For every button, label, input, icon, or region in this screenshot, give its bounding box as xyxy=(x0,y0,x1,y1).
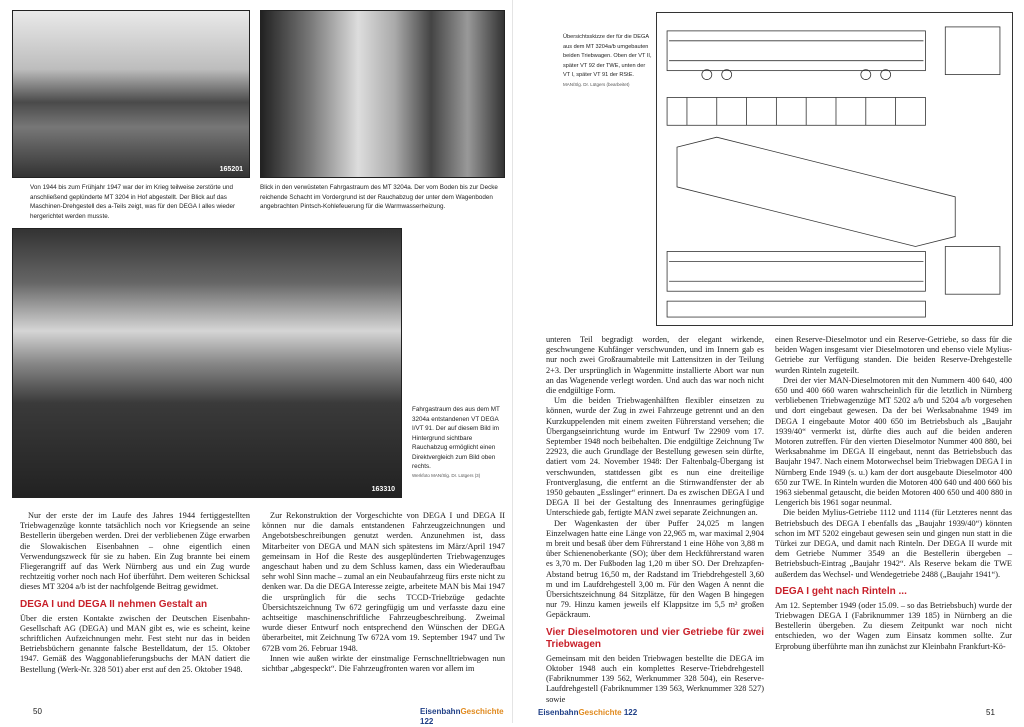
paragraph: Nur der erste der im Laufe des Jahres 1944 fertiggestellten Triebwagenzüge konnte tatsächlich noch vor Kriegsende an seine Bestellerin übergeben werden. Drei der verbliebenen Züge erwarben die Slowakischen Eisenbahnen – ohne eigentlich einen Verwendungszweck für sie zu haben. Ein Zug brannte bei einem Fliegerangriff auf das Werk Nürnberg aus und ein Zug wurde rechtzeitig vorher noch nach Hof überführt. Dem weiteren Schicksal dieses MT 3204 a/b ist der nachfolgende Beitrag gewidmet. xyxy=(20,511,250,592)
paragraph: einen Reserve-Dieselmotor und ein Reserve-Getriebe, so dass für die beiden Wagen insgesamt vier Dieselmotoren und ebenso viele Mylius-Getriebe zur Verfügung standen. Die beiden Reserve-Drehgestelle wurden Rinteln zugeteilt. xyxy=(775,335,1012,375)
caption-photo3 xyxy=(412,405,507,480)
wheel xyxy=(722,70,732,80)
caption-photo1: Von 1944 bis zum Frühjahr 1947 war der im Krieg teilweise zerstörte und anschließend geplünderte MT 3204 in Hof abgestellt. Der Blick auf das Maschinen-Drehgestell des a-Teils zeigt, was für den DEGA I alles wieder hergerichtet werden musste. xyxy=(30,184,236,220)
paragraph: Innen wie außen wirkte der einstmalige Fernschnelltriebwagen nun sichtbar „abgespeckt“. Die Fahrzeugfronten waren vor allem im xyxy=(262,653,505,674)
paragraph: Der Wagenkasten der über Puffer 24,025 m langen Einzelwagen hatte eine Länge von 22,965 m, war maximal 2,904 m breit und besaß über dem Führerstand 1 eine Höhe von 3,88 m über Schienenoberkante (SO); über dem Heckführerstand waren es 3,70 m. Der Fußboden lag 1,20 m über SO. Der Drehzapfen-Abstand betrug 16,50 m, der Radstand im Triebdrehgestell 3,60 m und im Laufdrehgestell 3,00 m. Für den Wagen A nennt die Übersichtszeichnung 84 Sitzplätze, für den Wagen B hingegen nur 79. Hinzu kamen jeweils elf Klappsitze im 5,5 m² großen Gepäckraum. xyxy=(546,518,764,620)
text-column-2 xyxy=(262,511,505,674)
wheel xyxy=(881,70,891,80)
railcar-perspective-view xyxy=(677,137,955,246)
photo-passenger-compartment xyxy=(12,228,402,498)
issue-number: 122 xyxy=(420,717,434,726)
photo-number: 163310 xyxy=(371,486,395,493)
magazine-brand xyxy=(420,707,512,727)
page-number: 50 xyxy=(33,707,42,716)
photo-credit: Werkfoto MAN/Slg. Dr. Lütgers (3) xyxy=(412,472,481,478)
paragraph: Zur Rekonstruktion der Vorgeschichte von DEGA I und DEGA II können nur die damals entstandenen Fahrzeugzeichnungen und Angebotsbeschreibungen genutzt werden. Anzunehmen ist, dass Mitarbeiter von DEGA und MAN sich spätestens im März/April 1947 gemeinsam in Hof die Reste des ausgeplünderten Triebwagenzuges angeschaut haben und zu dem Schluss kamen, dass ein Wiederaufbau sehr wohl Sinn mache – zumal an ein Neubaufahrzeug fürs erste nicht zu denken war. Da die DEGA Interesse zeigte, arbeitete MAN bis Mai 1947 die ursprünglich für die sechs TCCD-Triebzüge gedachte Übersichtszeichnung Tw 672 geringfügig um und verfasste dazu eine achtseitige maschinenschriftliche Fahrzeugbeschreibung. Zweimal wurde dieser Entwurf noch entsprechend den Wünschen der DEGA überarbeitet, mit Zeichnung Tw 672A vom 19. September 1947 und Tw 672B vom 26. Februar 1948. xyxy=(262,511,505,653)
railcar-plan-view xyxy=(667,97,925,125)
paragraph: Drei der vier MAN-Dieselmotoren mit den Nummern 400 640, 400 650 und 400 660 waren wahrscheinlich für die letztlich in Nürnberg verbliebenen Triebwagenzüge MT 5202 a/b und 5204 a/b vorgesehen und dort eingebaut gewesen. Da der bei Werksabnahme 1949 im DEGA I eingebaute Motor 400 650 im Betriebsbuch als „Baujahr 1939/40“ vermerkt ist, dürfte dies auch auf die beiden anderen Motoren zutreffen. Für den vierten Dieselmotor Nummer 400 880, bei Werksabnahme im DEGA II eingebaut, nennt das Betriebsbuch das Baujahr 1947. Nach einem Motorwechsel beim Triebwagen DEGA I in Nürnberg Ende 1949 (s. u.) kam der dort ausgebaute Dieselmotor 400 650 zur TWE. In Rinteln wurden die Motoren 400 640 und 400 660 bis 1963 siebenmal getauscht, die beiden Motoren 400 650 und 400 880 in Lengerich bis 1961 sogar neunmal. xyxy=(775,375,1012,508)
caption-photo2: Blick in den verwüsteten Fahrgastraum des MT 3204a. Der vom Boden bis zur Decke reichende Schacht im Vordergrund ist der Rauchabzug der unter dem Wagenboden angebrachten Pintsch-Kohlefeuerung für die Warmwasserheizung. xyxy=(260,184,498,210)
railcar-plan-view-bottom xyxy=(667,301,925,317)
brand-part: Eisenbahn xyxy=(420,707,461,716)
magazine-brand xyxy=(538,708,637,718)
paragraph: Die beiden Mylius-Getriebe 1112 und 1114 (für Letzteres nennt das Betriebsbuch des DEGA I ebenfalls das „Baujahr 1939/40“) könnten schon im MT 5202 eingebaut gewesen sein und gingen nun statt in die Türkei zur DEGA, und damit nach Rinteln. Der DEGA II wurde mit dem Getriebe Nummer 3549 an die Bestellerin übergeben – Betriebsbuch-Eintrag „Baujahr 1942“. Als Reserve bekam die TWE außerdem das Wechsel- und Wendegetriebe 2488 („Baujahr 1941“). xyxy=(775,508,1012,579)
wheel xyxy=(861,70,871,80)
issue-number: 122 xyxy=(623,708,638,717)
photo-credit: MAN/Slg. Dr. Lütgers (bearbeitet) xyxy=(563,81,630,87)
railcar-front-view-bottom xyxy=(945,247,1000,295)
railcar-side-view-top xyxy=(667,31,925,71)
brand-part: Eisenbahn xyxy=(538,708,579,717)
wheel xyxy=(702,70,712,80)
text-column-1 xyxy=(20,511,250,675)
drawing-line xyxy=(669,41,923,61)
caption-text: Übersichtsskizze der für die DEGA aus dem MT 3204a/b umgebauten beiden Triebwagen. Oben der VT II, später VT 92 der TWE, unten der VT I, später VT 91 der RStE. xyxy=(563,34,652,78)
section-heading: Vier Dieselmotoren und vier Getriebe für zwei Triebwagen xyxy=(546,626,764,650)
photo-devastated-interior xyxy=(260,10,505,178)
paragraph: Um die beiden Triebwagenhälften flexibler einsetzen zu können, wurde der Zug in zwei Fahrzeuge getrennt und an den Kurzkuppelenden mit einem zweiten Führerstand versehen; die Übergangseinrichtung wurde im Entwurf Tw 22909 vom 17. September 1948 noch beibehalten. Die endgültige Zeichnung Tw 22923, die auch Grundlage der Bestellung gewesen sein dürfte, datiert vom 24. November 1948: Der Faltenbalg-Übergang ist verschwunden, stattdessen gibt es nun eine dreiteilige Frontverglasung, die entfernt an die Stirnwandfenster der ab 1950 gebauten „Esslinger“ erinnert. Da es zwischen DEGA I und DEGA II bei der Gestaltung des Innenraumes geringfügige Unterschiede gab, fertigte MAN zwei separate Zeichnungen an. xyxy=(546,396,764,518)
paragraph: unteren Teil begradigt worden, der elegant wirkende, geschwungene Kuhfänger verschwunden, und im Innern gab es nur noch zwei Großraumabteile mit Lattensitzen in der Teilung 2+3. Der ursprünglich in Wagenmitte installierte Abort war nun an das Wagenende verlegt worden. Und auch das war noch nicht die endgültige Form. xyxy=(546,335,764,396)
text-column-4 xyxy=(775,335,1012,652)
photo-damaged-railcar-exterior xyxy=(12,10,250,178)
drawing-line xyxy=(687,97,896,125)
left-page xyxy=(0,0,512,726)
right-page xyxy=(512,0,1024,723)
brand-part: Geschichte xyxy=(578,708,622,717)
technical-drawing-railcar xyxy=(656,12,1013,326)
text-column-3 xyxy=(546,335,764,705)
page-number: 51 xyxy=(986,708,995,717)
railcar-side-view-bottom xyxy=(667,251,925,291)
photo-number: 165201 xyxy=(219,166,243,173)
caption-drawing xyxy=(563,33,653,89)
paragraph: Über die ersten Kontakte zwischen der Deutschen Eisenbahn-Gesellschaft AG (DEGA) und MAN gibt es, wie es scheint, keine schriftlichen Aufzeichnungen mehr. Fest steht nur das in beiden Betriebsbüchern genannte falsche Bestelldatum, der 15. Oktober 1947. Gemäß des Waggonablieferungsbuchs der MAN datiert die Bestellung (Werk-Nr. 328 501) aber erst auf den 25. Oktober 1948. xyxy=(20,613,250,674)
section-heading: DEGA I und DEGA II nehmen Gestalt an xyxy=(20,598,208,610)
paragraph: Am 12. September 1949 (oder 15.09. – so das Betriebsbuch) wurde der Triebwagen DEGA I (Fabriknummer 139 185) in Nürnberg an die Bestellerin übergeben. Zu diesem Zeitpunkt war noch nicht entschieden, wo der Wagen zum Einsatz kommen sollte. Zur Erprobung überführte man ihn zunächst zur Kleinbahn Frankfurt-Kö- xyxy=(775,600,1012,651)
railcar-front-view xyxy=(945,27,1000,75)
caption-text: Fahrgastraum des aus dem MT 3204a entstandenen VT DEGA I/VT 91. Der auf diesem Bild im Hintergrund sichtbare Rauchabzug ermöglicht einen Direktvergleich zum Bild oben rechts. xyxy=(412,406,500,470)
drawing-line xyxy=(669,261,923,281)
section-heading: DEGA I geht nach Rinteln ... xyxy=(775,585,907,597)
brand-part: Geschichte xyxy=(460,707,504,716)
paragraph: Gemeinsam mit den beiden Triebwagen bestellte die DEGA im Oktober 1948 auch ein komplettes Reserve-Triebdrehgestell (Fabriknummer 139 562, Werknummer 328 504), ein Reserve-Laufdrehgestell (Fabriknummer 139 563, Werknummer 328 527) sowie xyxy=(546,653,764,704)
